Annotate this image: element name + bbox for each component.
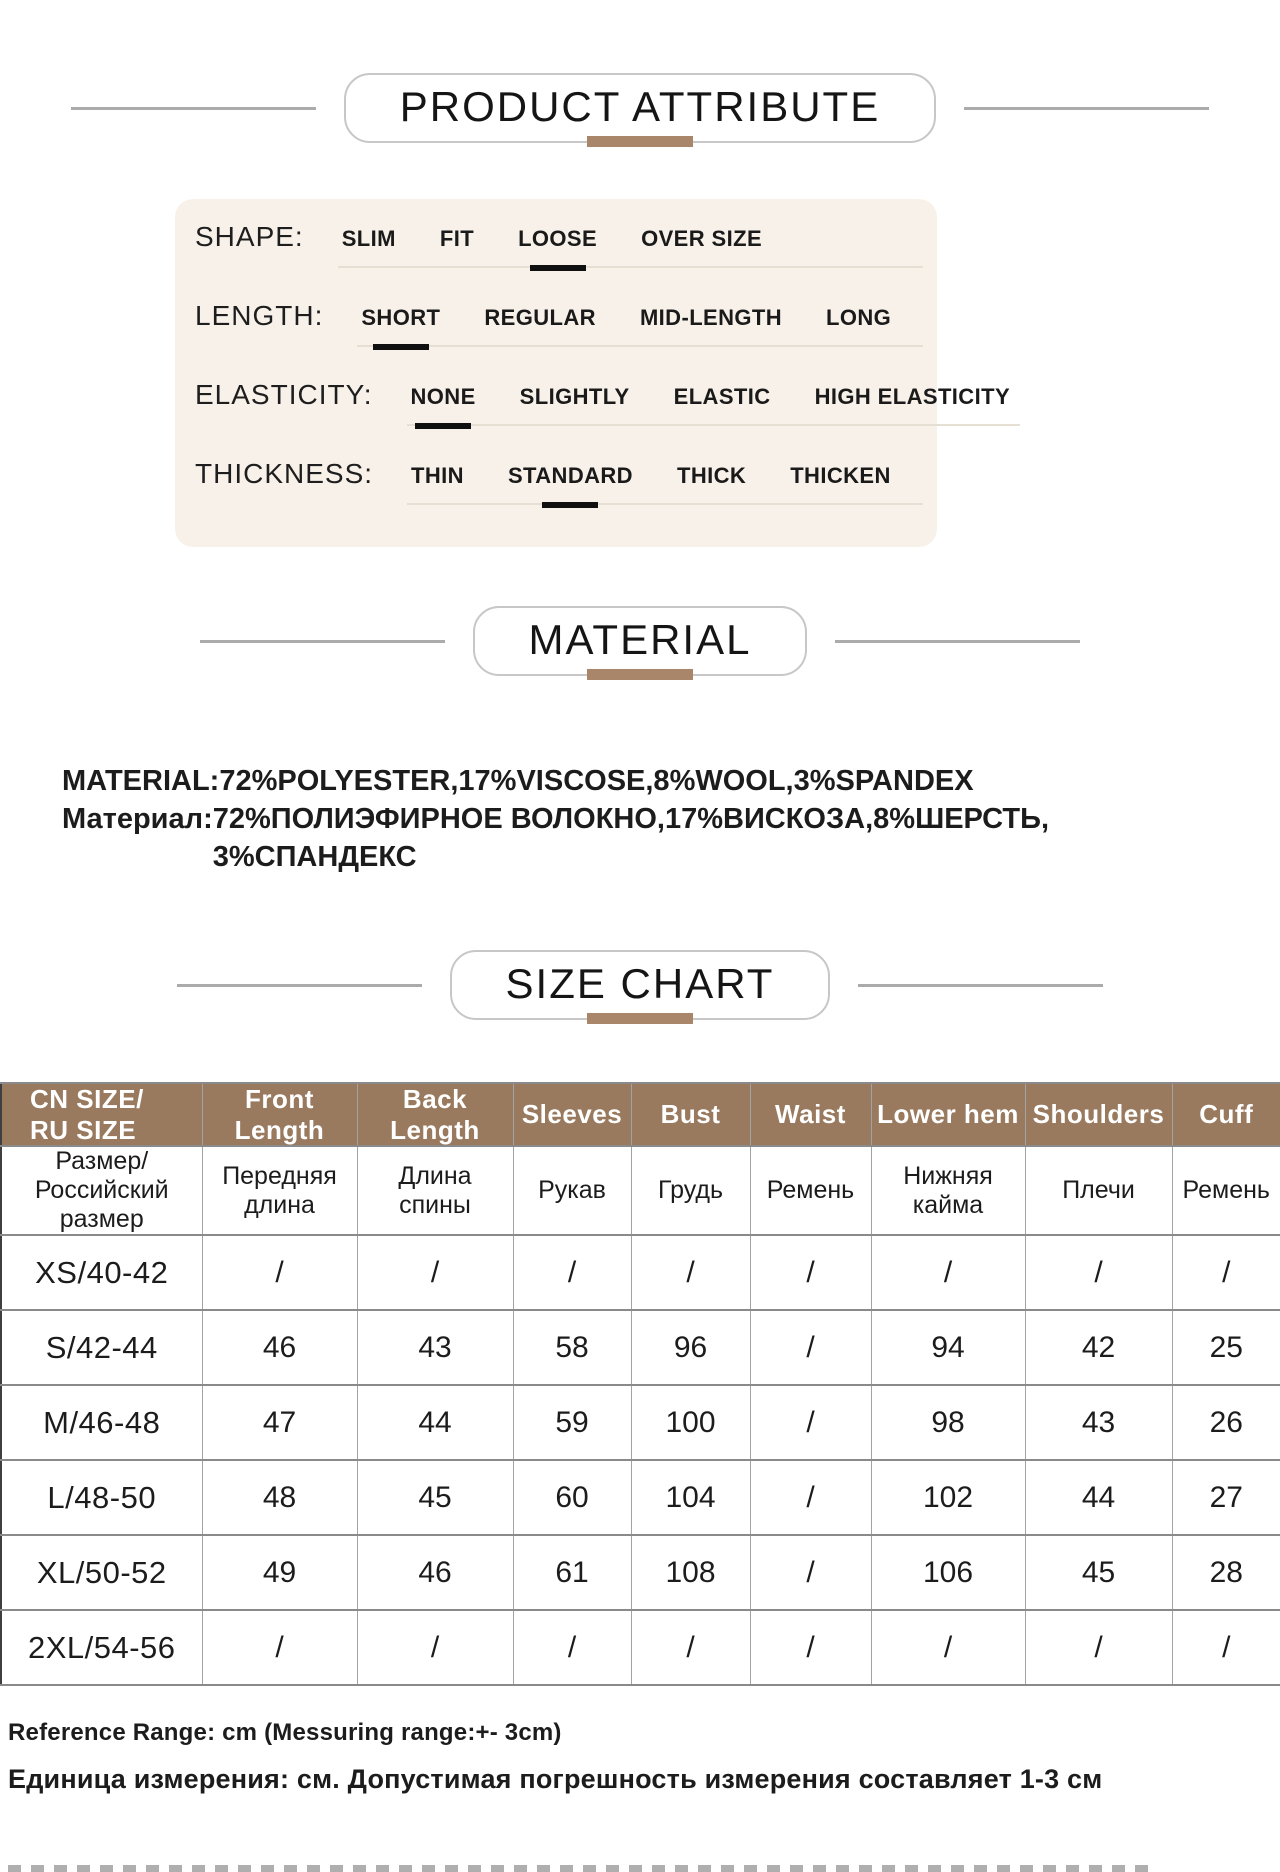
- measurement-cell: 58: [513, 1310, 631, 1385]
- measurement-cell: /: [1025, 1610, 1172, 1685]
- measurement-cell: /: [202, 1610, 357, 1685]
- attribute-options: [357, 305, 923, 347]
- measurement-cell: 106: [871, 1535, 1025, 1610]
- column-header-en-line: RU SIZE: [30, 1115, 202, 1146]
- column-header-en-line: Sleeves: [514, 1099, 631, 1130]
- size-chart-title: SIZE CHART: [506, 960, 775, 1007]
- size-label-cell: XS/40-42: [1, 1235, 202, 1310]
- attribute-label: THICKNESS:: [195, 458, 373, 490]
- attribute-row: [195, 379, 923, 426]
- column-header-ru-line: Ремень: [1173, 1176, 1280, 1205]
- size-row: [1, 1310, 1280, 1385]
- section-header-product-attribute: [0, 73, 1280, 143]
- attribute-option: THIN: [411, 463, 464, 489]
- column-header-ru-line: Нижняя: [872, 1162, 1025, 1191]
- size-chart-title-box: [450, 950, 831, 1020]
- measurement-cell: 100: [631, 1385, 750, 1460]
- column-header-en: [631, 1083, 750, 1146]
- column-header-ru: [357, 1146, 513, 1235]
- column-header-en: [1172, 1083, 1280, 1146]
- measurement-cell: /: [750, 1535, 871, 1610]
- measurement-cell: /: [871, 1235, 1025, 1310]
- measurement-cell: 96: [631, 1310, 750, 1385]
- measurement-cell: 46: [357, 1535, 513, 1610]
- attribute-option: FIT: [440, 226, 474, 252]
- measurement-cell: 45: [1025, 1535, 1172, 1610]
- measurement-cell: /: [750, 1385, 871, 1460]
- attribute-label: LENGTH:: [195, 300, 323, 332]
- cropped-next-line-text: [8, 1865, 1148, 1872]
- material-line-ru: [62, 800, 1280, 876]
- decorative-line-left: [177, 984, 422, 987]
- column-header-ru: [631, 1146, 750, 1235]
- measurement-cell: 27: [1172, 1460, 1280, 1535]
- column-header-ru-line: Передняя: [203, 1162, 357, 1191]
- attribute-option: SLIGHTLY: [520, 384, 630, 410]
- measurement-cell: 28: [1172, 1535, 1280, 1610]
- size-row: [1, 1460, 1280, 1535]
- measurement-cell: /: [750, 1460, 871, 1535]
- measurement-cell: 61: [513, 1535, 631, 1610]
- size-chart-table: [0, 1082, 1280, 1686]
- measurement-cell: 46: [202, 1310, 357, 1385]
- measurement-cell: /: [1172, 1610, 1280, 1685]
- measurement-cell: 59: [513, 1385, 631, 1460]
- measurement-cell: 44: [357, 1385, 513, 1460]
- column-header-en: [750, 1083, 871, 1146]
- material-line-en: [62, 762, 1280, 800]
- decorative-line-right: [964, 107, 1209, 110]
- attribute-label: SHAPE:: [195, 221, 304, 253]
- measurement-cell: /: [357, 1610, 513, 1685]
- attribute-label: ELASTICITY:: [195, 379, 373, 411]
- size-row: [1, 1535, 1280, 1610]
- measurement-cell: 108: [631, 1535, 750, 1610]
- column-header-en-line: Back Length: [358, 1084, 513, 1145]
- attribute-option: THICK: [677, 463, 746, 489]
- product-attribute-title: PRODUCT ATTRIBUTE: [400, 83, 880, 130]
- material-title-box: [473, 606, 808, 676]
- column-header-en-line: Waist: [751, 1099, 871, 1130]
- column-header-ru: [750, 1146, 871, 1235]
- attribute-option: SLIM: [342, 226, 396, 252]
- measurement-cell: 102: [871, 1460, 1025, 1535]
- measurement-cell: 26: [1172, 1385, 1280, 1460]
- attribute-option: HIGH ELASTICITY: [815, 384, 1010, 410]
- column-header-en-line: Bust: [632, 1099, 750, 1130]
- attribute-row: [195, 221, 923, 268]
- column-header-ru-line: кайма: [872, 1191, 1025, 1220]
- attribute-option-selected: SHORT: [361, 305, 440, 331]
- size-label-cell: L/48-50: [1, 1460, 202, 1535]
- reference-range-note-ru: Единица измерения: см. Допустимая погрешность измерения составляет 1-3 см: [8, 1764, 1280, 1795]
- accent-underline-bar: [587, 669, 693, 680]
- column-header-en-line: Shoulders: [1026, 1099, 1172, 1130]
- section-header-material: [0, 606, 1280, 676]
- measurement-cell: /: [513, 1610, 631, 1685]
- column-header-ru-line: Ремень: [751, 1176, 871, 1205]
- column-header-ru-line: размер: [2, 1205, 202, 1234]
- attribute-options: [407, 384, 1021, 426]
- column-header-ru-line: Грудь: [632, 1176, 750, 1205]
- measurement-cell: /: [750, 1310, 871, 1385]
- measurement-cell: 45: [357, 1460, 513, 1535]
- decorative-line-left: [71, 107, 316, 110]
- measurement-cell: /: [871, 1610, 1025, 1685]
- decorative-line-right: [835, 640, 1080, 643]
- measurement-cell: 94: [871, 1310, 1025, 1385]
- accent-underline-bar: [587, 1013, 693, 1024]
- attribute-option: OVER SIZE: [641, 226, 762, 252]
- decorative-line-right: [858, 984, 1103, 987]
- column-header-en-line: Front Length: [203, 1084, 357, 1145]
- column-header-en: [513, 1083, 631, 1146]
- measurement-cell: /: [1172, 1235, 1280, 1310]
- measurement-cell: 49: [202, 1535, 357, 1610]
- measurement-cell: 43: [357, 1310, 513, 1385]
- column-header-ru: [513, 1146, 631, 1235]
- measurement-cell: 104: [631, 1460, 750, 1535]
- size-label-cell: S/42-44: [1, 1310, 202, 1385]
- column-header-en: [357, 1083, 513, 1146]
- measurement-cell: /: [631, 1235, 750, 1310]
- size-row: [1, 1235, 1280, 1310]
- column-header-ru: [1, 1146, 202, 1235]
- measurement-cell: 48: [202, 1460, 357, 1535]
- measurement-cell: /: [750, 1610, 871, 1685]
- attribute-options: [407, 463, 923, 505]
- attribute-option: LONG: [826, 305, 891, 331]
- measurement-cell: 98: [871, 1385, 1025, 1460]
- column-header-ru-line: Размер/: [2, 1147, 202, 1176]
- attribute-options: [338, 226, 923, 268]
- column-header-en: [871, 1083, 1025, 1146]
- measurement-cell: /: [1025, 1235, 1172, 1310]
- table-header-row-ru: [1, 1146, 1280, 1235]
- material-title: MATERIAL: [529, 616, 752, 663]
- material-label-ru: Материал:: [62, 800, 213, 838]
- measurement-cell: 60: [513, 1460, 631, 1535]
- measurement-cell: 25: [1172, 1310, 1280, 1385]
- column-header-ru-line: спины: [358, 1191, 513, 1220]
- column-header-en: [202, 1083, 357, 1146]
- attribute-option-selected: STANDARD: [508, 463, 633, 489]
- measurement-cell: /: [513, 1235, 631, 1310]
- attribute-option-selected: NONE: [411, 384, 476, 410]
- attribute-option-selected: LOOSE: [518, 226, 597, 252]
- measurement-cell: 42: [1025, 1310, 1172, 1385]
- material-value-ru: [213, 800, 1049, 876]
- attribute-row: [195, 458, 923, 505]
- column-header-ru-line: длина: [203, 1191, 357, 1220]
- product-attributes-panel: [175, 199, 937, 547]
- measurement-cell: /: [750, 1235, 871, 1310]
- column-header-ru-line: Плечи: [1026, 1176, 1172, 1205]
- measurement-cell: /: [357, 1235, 513, 1310]
- column-header-en-line: CN SIZE/: [30, 1084, 202, 1115]
- material-value-ru-line2: 3%СПАНДЕКС: [213, 838, 1049, 876]
- material-value-ru-line1: 72%ПОЛИЭФИРНОЕ ВОЛОКНО,17%ВИСКОЗА,8%ШЕРСТЬ,: [213, 800, 1049, 838]
- attribute-option: THICKEN: [790, 463, 891, 489]
- size-row: [1, 1385, 1280, 1460]
- column-header-ru-line: Рукав: [514, 1176, 631, 1205]
- column-header-en: [1, 1083, 202, 1146]
- attribute-option: REGULAR: [484, 305, 596, 331]
- measurement-cell: 44: [1025, 1460, 1172, 1535]
- reference-range-note-en: Reference Range: cm (Messuring range:+- 3cm): [8, 1719, 1280, 1747]
- measurement-cell: 47: [202, 1385, 357, 1460]
- material-composition: [62, 762, 1280, 876]
- attribute-option: ELASTIC: [674, 384, 771, 410]
- section-header-size-chart: [0, 950, 1280, 1020]
- size-label-cell: M/46-48: [1, 1385, 202, 1460]
- measurement-cell: 43: [1025, 1385, 1172, 1460]
- column-header-en: [1025, 1083, 1172, 1146]
- attribute-row: [195, 300, 923, 347]
- column-header-ru: [1025, 1146, 1172, 1235]
- column-header-ru-line: Российский: [2, 1176, 202, 1205]
- column-header-ru: [871, 1146, 1025, 1235]
- product-attribute-title-box: [344, 73, 936, 143]
- column-header-en-line: Lower hem: [872, 1099, 1025, 1130]
- accent-underline-bar: [587, 136, 693, 147]
- measurement-cell: /: [631, 1610, 750, 1685]
- column-header-ru: [1172, 1146, 1280, 1235]
- column-header-ru-line: Длина: [358, 1162, 513, 1191]
- size-row: [1, 1610, 1280, 1685]
- measurement-cell: /: [202, 1235, 357, 1310]
- material-value-en: 72%POLYESTER,17%VISCOSE,8%WOOL,3%SPANDEX: [219, 762, 973, 800]
- size-label-cell: XL/50-52: [1, 1535, 202, 1610]
- table-header-row-en: [1, 1083, 1280, 1146]
- material-label-en: MATERIAL:: [62, 762, 219, 800]
- decorative-line-left: [200, 640, 445, 643]
- size-label-cell: 2XL/54-56: [1, 1610, 202, 1685]
- attribute-option: MID-LENGTH: [640, 305, 782, 331]
- column-header-ru: [202, 1146, 357, 1235]
- column-header-en-line: Cuff: [1173, 1099, 1280, 1130]
